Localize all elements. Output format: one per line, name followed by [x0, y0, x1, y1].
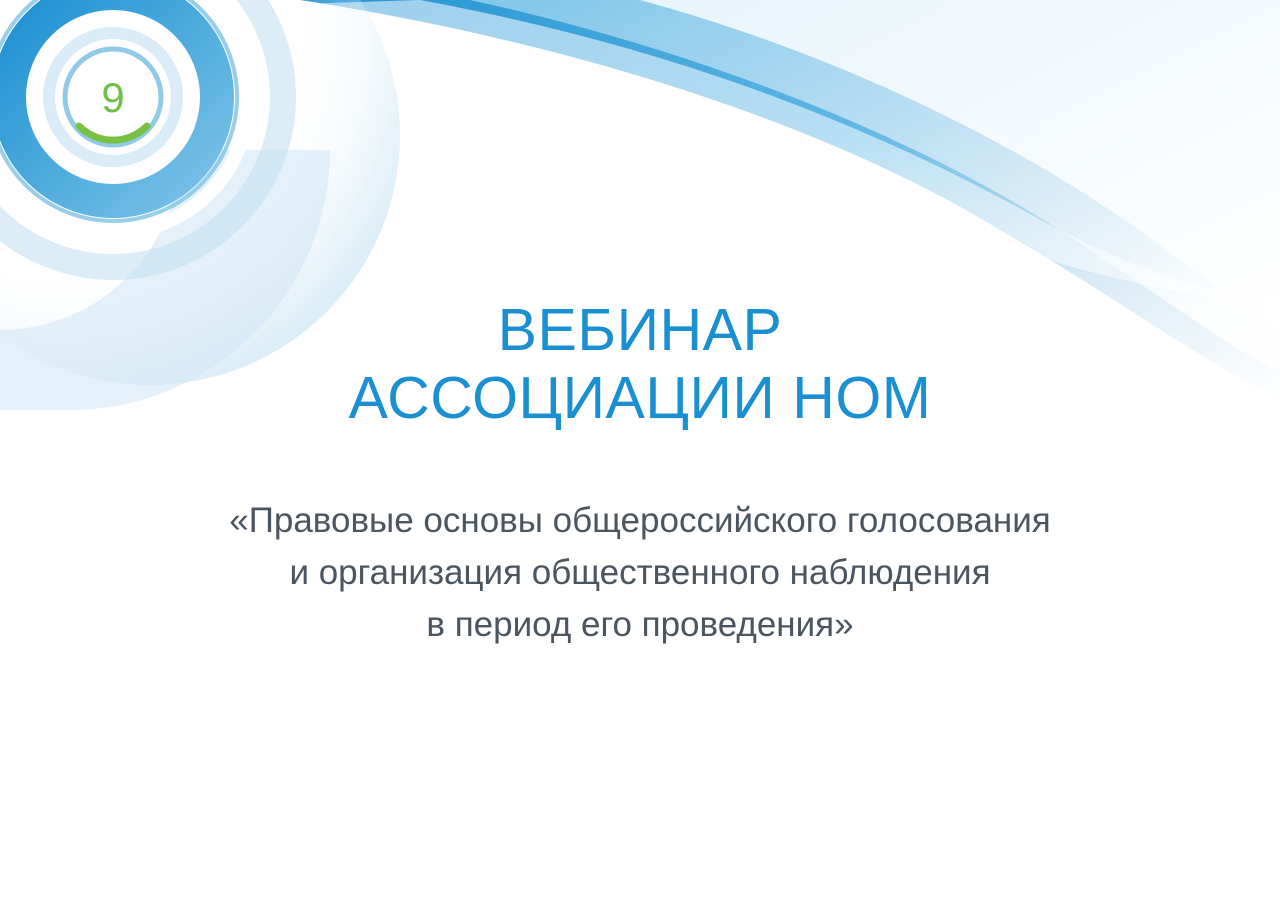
subtitle-line-2: и организация общественного наблюдения	[289, 553, 991, 592]
subtitle-line-1: «Правовые основы общероссийского голосования	[229, 501, 1051, 540]
svg-text:9: 9	[101, 74, 125, 121]
slide-title	[0, 296, 1280, 432]
title-line-2: АССОЦИАЦИИ НОМ	[348, 365, 932, 431]
slide-subtitle	[0, 495, 1280, 651]
subtitle-line-3: в период его проведения»	[426, 605, 854, 644]
title-line-1: ВЕБИНАР	[497, 297, 783, 363]
